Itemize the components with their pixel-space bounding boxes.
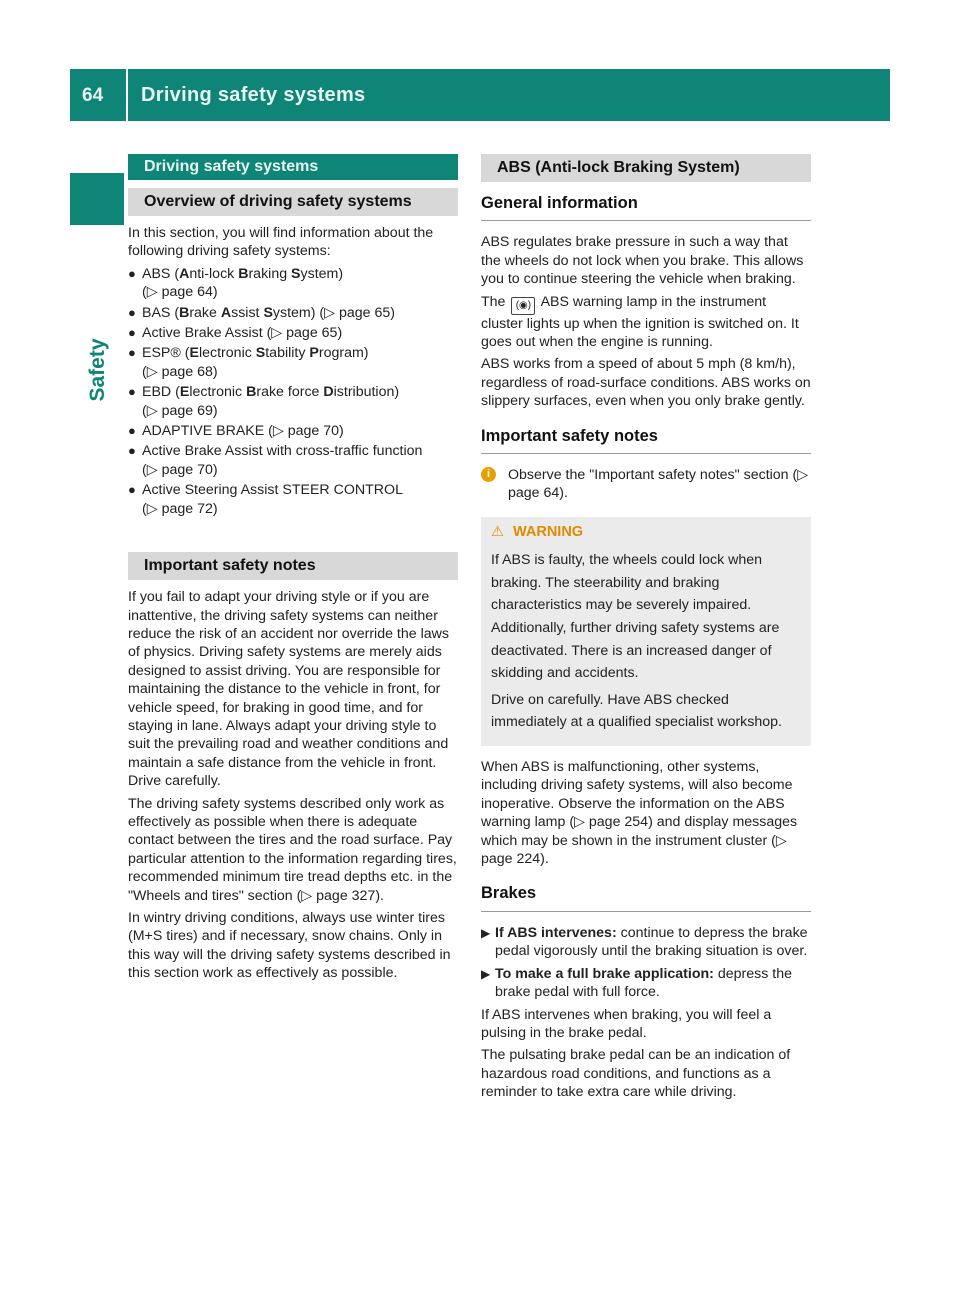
list-item: ● ADAPTIVE BRAKE (▷ page 70) [128, 423, 344, 440]
brakes-heading: Brakes [481, 884, 811, 911]
page-ref-link[interactable]: (▷ page 64) [142, 284, 218, 301]
list-item: ● Active Steering Assist STEER CONTROL (▷ page 72) [128, 482, 403, 517]
systems-list [128, 265, 458, 518]
page-ref-link[interactable]: (▷ page 70) [142, 461, 218, 478]
header-divider [126, 69, 128, 121]
important-safety-heading-left: Important safety notes [128, 552, 458, 580]
bullet-icon: ● [128, 384, 136, 400]
info-icon: i [481, 467, 496, 482]
bullet-icon: ● [128, 423, 136, 439]
header-title: Driving safety systems [141, 84, 366, 106]
brakes-paragraph: The pulsating brake pedal can be an indication of hazardous road conditions, and functions as a reminder to take extra care while driving. [481, 1047, 791, 1101]
safety-paragraph: If you fail to adapt your driving style or if you are inattentive, the driving safety systems can neither reduce the risk of an accident nor override the laws of physics. Driving safety systems are merely aids designed to assist driving. You are responsible for maintaining the distance to the vehicle in front, for vehicle speed, for braking in good time, and for staying in lane. Always adapt your driving style to suit the prevailing road and weather conditions and maintain a safe distance from the vehicle in front. Drive carefully. [128, 589, 449, 790]
warning-text: If ABS is faulty, the wheels could lock when braking. The steerability and braking characteristics may be severely impaired. Additionally, further driving safety systems are deactivated. There is an increased danger of skidding and accidents. [491, 552, 780, 682]
list-item: ▶ To make a full brake application: depress the brake pedal with full force. [481, 965, 793, 1001]
overview-intro: In this section, you will find information about the following driving safety systems: [128, 225, 434, 260]
page-ref-link[interactable]: (▷ page 69) [142, 402, 218, 419]
side-label [83, 330, 113, 410]
info-note: i Observe the "Important safety notes" section (▷ page 64). [481, 466, 811, 503]
overview-heading: Overview of driving safety systems [128, 188, 458, 216]
bullet-icon: ● [128, 304, 136, 320]
arrow-right-icon: ▶ [481, 925, 491, 940]
right-column [481, 154, 811, 1106]
warning-header: ⚠ WARNING [491, 523, 584, 540]
warning-text: Drive on carefully. Have ABS checked immediately at a qualified specialist workshop. [491, 691, 782, 731]
arrow-right-icon: ▶ [481, 966, 491, 981]
abs-warning-lamp-icon: (◉) [511, 297, 535, 315]
list-item: ● Active Brake Assist with cross-traffic function (▷ page 70) [128, 443, 423, 478]
lamp-paragraph: The (◉) ABS warning lamp in the instrument cluster lights up when the ignition is switched on. It goes out when the engine is running. [481, 293, 799, 351]
list-item: ● ESP® (Electronic Stability Program) (▷ page 68) [128, 345, 369, 380]
side-label-text: Safety [86, 338, 109, 402]
bullet-icon: ● [128, 265, 136, 281]
list-item: ● Active Brake Assist (▷ page 65) [128, 325, 343, 342]
bullet-icon: ● [128, 325, 136, 341]
list-item: ● ABS (Anti-lock Braking System) (▷ page 64) [128, 265, 344, 301]
left-column [128, 154, 458, 987]
general-paragraph: ABS regulates brake pressure in such a way that the wheels do not lock when you brake. This allows you to continue steering the vehicle when braking. [481, 234, 804, 288]
general-paragraph: ABS works from a speed of about 5 mph (8 km/h), regardless of road-surface conditions. ABS works on slippery surfaces, even when you only brake gently. [481, 356, 811, 410]
important-safety-heading-right: Important safety notes [481, 427, 811, 454]
page-ref-link[interactable]: (▷ page 72) [142, 500, 218, 517]
brakes-paragraph: If ABS intervenes when braking, you will feel a pulsing in the brake pedal. [481, 1006, 772, 1041]
section-bar-driving-safety: Driving safety systems [128, 154, 458, 180]
list-item: ▶ If ABS intervenes: continue to depress the brake pedal vigorously until the braking situation is over. [481, 924, 808, 960]
side-tab-marker [70, 173, 124, 225]
bullet-icon: ● [128, 345, 136, 361]
malfunction-paragraph: When ABS is malfunctioning, other systems, including driving safety systems, will also become inoperative. Observe the information on the ABS warning lamp (▷ page 254) and display messages which may be shown in the instrument cluster (▷ page 224). [481, 759, 798, 868]
warning-triangle-icon: ⚠ [491, 523, 504, 540]
brakes-instructions [481, 924, 811, 1002]
warning-box [481, 517, 811, 746]
bullet-icon: ● [128, 443, 136, 459]
page-ref-link[interactable]: (▷ page 68) [142, 363, 218, 380]
safety-paragraph: In wintry driving conditions, always use winter tires (M+S tires) and if necessary, snow chains. Only in this way will the driving safety systems described in this section work as effectively as possible. [128, 910, 451, 982]
general-information-heading: General information [481, 194, 811, 221]
page-number: 64 [82, 85, 104, 106]
list-item: ● BAS (Brake Assist System) (▷ page 65) [128, 304, 395, 321]
safety-paragraph: The driving safety systems described only work as effectively as possible when there is adequate contact between the tires and the road surface. Pay particular attention to the information regarding tires, recommended minimum tire tread depths etc. in the "Wheels and tires" section (▷ page 327). [128, 795, 457, 904]
bullet-icon: ● [128, 482, 136, 498]
abs-heading: ABS (Anti-lock Braking System) [481, 154, 811, 182]
page-header [70, 69, 890, 121]
list-item: ● EBD (Electronic Brake force Distribution) (▷ page 69) [128, 384, 400, 419]
